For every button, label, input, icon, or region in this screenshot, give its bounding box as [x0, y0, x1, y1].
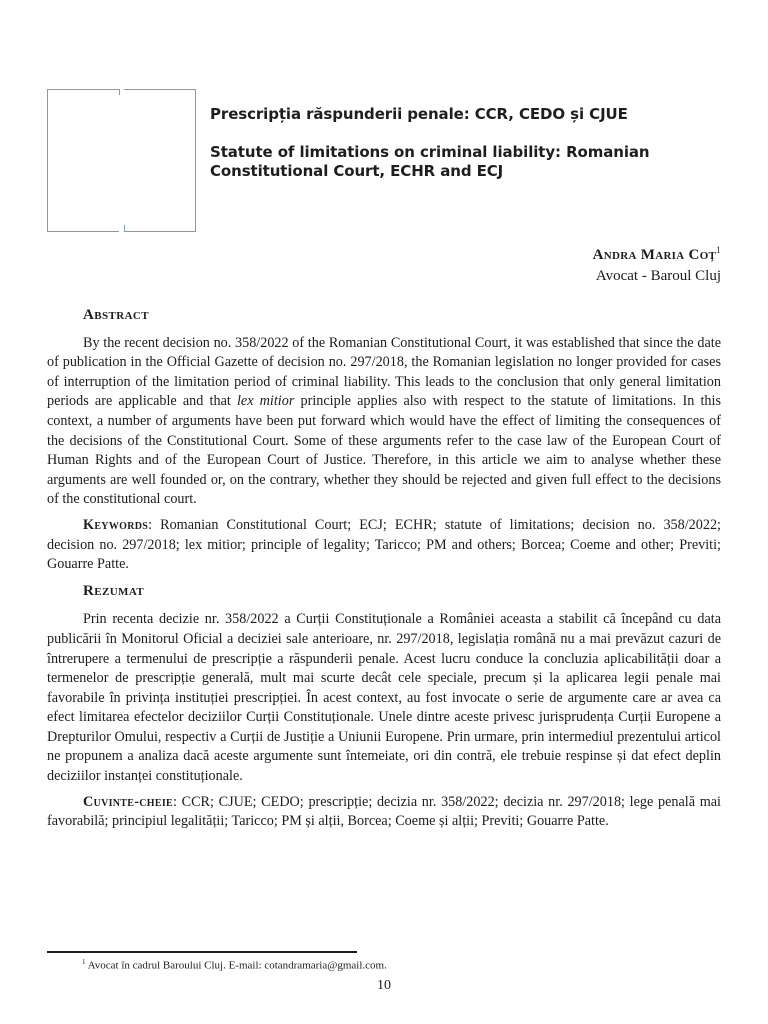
title-romanian: Prescripția răspunderii penale: CCR, CEDO și CJUE [210, 105, 628, 123]
rezumat-paragraph: Prin recenta decizie nr. 358/2022 a Curții Constituționale a României aceasta a stabilit că începând cu data publicării în Monitorul Oficial a deciziei sale anterioare, nr. 297/2018, legislația română nu a mai prevăzut cazuri de întrerupere a termenului de prescripție a răspunderii penale. Acest lucru conduce la concluzia aplicabilității doar a termenelor de prescripție generală, mult mai scurte decât cele speciale, precum și la aplicarea legii penale mai favorabile în privința instituției prescripției. În acest context, au fost invocate o serie de argumente care ar avea ca efect limitarea efectelor deciziilor Curții Constituționale. Unele dintre aceste privesc jurisprudența Curții Europene a Drepturilor Omului, respectiv a Curții de Justiție a Uniunii Europene. Prin urmare, prin intermediul prezentului articol ne propunem a analiza dacă aceste argumente sunt întemeiate, ori din contră, ele trebuie respinse și dat efect deplin deciziilor instanței constituționale. [47, 611, 721, 785]
title-english [210, 143, 730, 181]
abstract-italic: lex mitior [236, 393, 295, 410]
page-number: 10 [377, 978, 391, 993]
author-block [593, 240, 721, 287]
title-english-line-2: Constitutional Court, ECHR and ECJ [210, 162, 504, 180]
abstract-heading: Abstract [83, 307, 149, 323]
cuvinte-cheie-paragraph [47, 793, 721, 832]
footnote-rule [47, 951, 357, 953]
author-name-text: Andra Maria Coț [592, 247, 717, 263]
abstract-text-1: By the recent decision no. 358/2022 of the Romanian Constitutional Court, it was established that since the date of publication in the Official Gazette of decision no. 297/2018, the Romanian legislation no longer provided for cases of interruption of the limitation period of criminal liability. This leads to the conclusion that only general limitation periods are applicable and that [47, 334, 721, 410]
cuvinte-cheie-label: Cuvinte-cheie [83, 793, 173, 810]
footnote [82, 955, 387, 973]
abstract-paragraph [47, 334, 721, 510]
keywords-text: : Romanian Constitutional Court; ECJ; ECHR; statute of limitations; decision no. 358/2022; decision no. 297/2018; lex mitior; principle of legality; Taricco; PM and others; Borcea; Coeme and other; Previti; Gouarre Patte. [47, 516, 721, 573]
author-affiliation: Avocat - Baroul Cluj [595, 268, 721, 284]
keywords-label: Keywords [83, 516, 149, 533]
keywords-paragraph [47, 516, 721, 575]
abstract-text-2: principle applies also with respect to the statute of limitations. In this context, a number of arguments have been put forward which would have the effect of limiting the consequences of the decisions of the Constitutional Court. Some of these arguments refer to the case law of the European Court of Human Rights and of the European Court of Justice. Therefore, in this article we aim to analyse whether these arguments are well founded or, on the contrary, whether they should be rejected and given full effect to the decisions of the constitutional court. [47, 393, 721, 508]
article-titles [210, 105, 730, 181]
footnote-text: Avocat în cadrul Baroului Cluj. E-mail: cotandramaria@gmail.com. [87, 959, 387, 972]
author-footnote-mark: 1 [716, 245, 721, 255]
rezumat-heading: Rezumat [83, 582, 145, 599]
cuvinte-cheie-text: : CCR; CJUE; CEDO; prescripție; decizia nr. 358/2022; decizia nr. 297/2018; lege penală mai favorabilă; principiul legalității; Taricco; PM și alții, Borcea; Coeme și alții; Previti; Gouarre Patte. [47, 793, 721, 830]
title-english-line-1: Statute of limitations on criminal liability: Romanian [210, 143, 650, 161]
footnote-mark: 1 [82, 958, 86, 966]
author-name [593, 240, 721, 266]
article-body [47, 306, 721, 832]
